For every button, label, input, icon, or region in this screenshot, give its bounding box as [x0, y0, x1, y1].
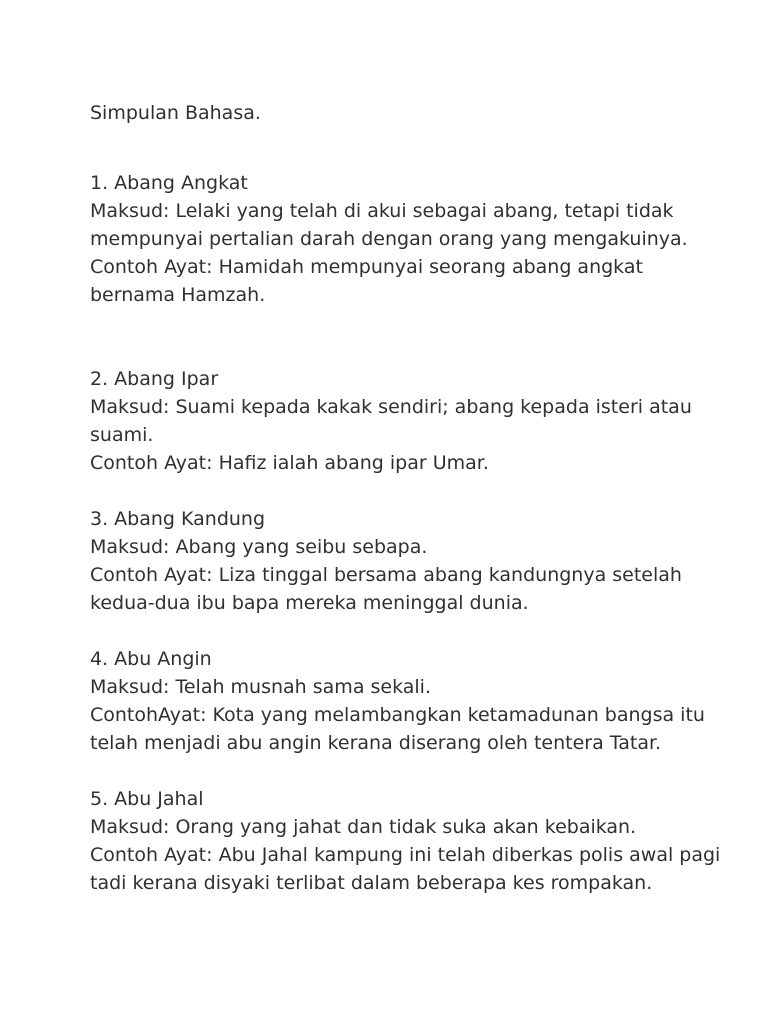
entry-meaning: Maksud: Orang yang jahat dan tidak suka akan kebaikan.: [90, 816, 637, 838]
entry-example: Contoh Ayat: Hamidah mempunyai seorang abang angkat bernama Hamzah.: [90, 256, 643, 306]
entry-example: Contoh Ayat: Liza tinggal bersama abang kandungnya setelah kedua-dua ibu bapa mereka meninggal dunia.: [90, 564, 682, 614]
entry-abang-kandung: [90, 505, 730, 617]
paragraph-spacer: [90, 309, 730, 365]
entry-meaning: Maksud: Abang yang seibu sebapa.: [90, 536, 428, 558]
document-page: [90, 99, 730, 897]
paragraph-spacer: [90, 757, 730, 785]
entry-meaning: Maksud: Lelaki yang telah di akui sebagai abang, tetapi tidak mempunyai pertalian darah dengan orang yang mengakuinya.: [90, 200, 688, 250]
entry-heading: 4. Abu Angin: [90, 648, 212, 670]
entry-meaning: Maksud: Suami kepada kakak sendiri; abang kepada isteri atau suami.: [90, 396, 692, 446]
paragraph-spacer: [90, 617, 730, 645]
entry-heading: 3. Abang Kandung: [90, 508, 266, 530]
entry-abang-angkat: [90, 169, 730, 309]
entry-heading: 2. Abang Ipar: [90, 368, 219, 390]
entry-abu-angin: [90, 645, 730, 757]
entry-abang-ipar: [90, 365, 730, 477]
entry-heading: 1. Abang Angkat: [90, 172, 248, 194]
entry-example: Contoh Ayat: Hafiz ialah abang ipar Umar.: [90, 452, 489, 474]
entry-meaning: Maksud: Telah musnah sama sekali.: [90, 676, 431, 698]
entry-example: ContohAyat: Kota yang melambangkan ketamadunan bangsa itu telah menjadi abu angin kerana diserang oleh tentera Tatar.: [90, 704, 705, 754]
paragraph-spacer: [90, 477, 730, 505]
document-title: Simpulan Bahasa.: [90, 102, 261, 124]
entry-heading: 5. Abu Jahal: [90, 788, 204, 810]
entry-abu-jahal: [90, 785, 730, 897]
entry-example: Contoh Ayat: Abu Jahal kampung ini telah diberkas polis awal pagi tadi kerana disyaki terlibat dalam beberapa kes rompakan.: [90, 844, 721, 894]
